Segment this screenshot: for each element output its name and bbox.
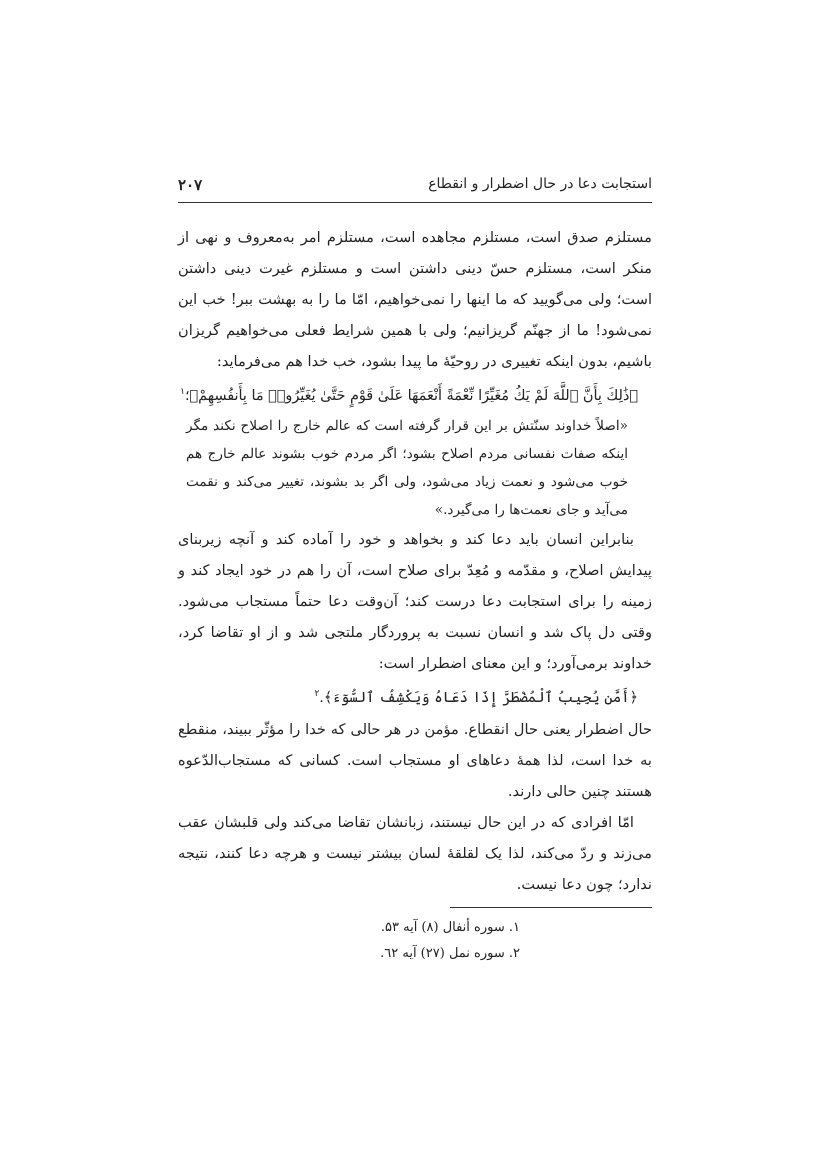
running-header (178, 176, 652, 198)
paragraph-4: امّا افرادی که در این حال نیستند، زبانشان تقاضا می‌کند ولی قلبشان عقب می‌زند و ردّ می‌کند، لذا یک لقلقهٔ لسان بیشتر نیست و هرچه دعا کنند، نتیجه ندارد؛ چون دعا نیست. (178, 813, 652, 893)
quran-verse-1 (178, 377, 652, 412)
verse-text: ﴿أَمَّن يُجِيبُ ٱلْمُضْطَرَّ إِذَا دَعَاهُ وَيَكْشِفُ ٱلسُّوٓءَ﴾. (319, 689, 638, 706)
main-text (178, 222, 652, 900)
footnotes (178, 915, 652, 967)
paragraph-1: مستلزم صدق است، مستلزم مجاهده است، مستلزم امر به‌معروف و نهی از منکر است، مستلزم حسّ دینی داشتن است و مستلزم غیرت دینی داشتن است؛ ولی می‌گویید که ما اینها را نمی‌خواهیم، امّا ما را به بهشت ببر! خب این نمی‌شود! ما از جهنّم گریزانیم؛ ولی با همین شرایط فعلی می‌خواهیم گریزان باشیم، بدون اینکه تغییری در روحیّهٔ ما پیدا بشود، خب خدا هم می‌فرماید: (178, 229, 652, 370)
verse-translation: «اصلاً خداوند سنّتش بر این قرار گرفته است که عالم خارج را اصلاح نکند مگر اینکه صفات نفسانی مردم اصلاح بشود؛ اگر مردم خوب بشوند عالم خارج هم خوب می‌شود و نعمت زیاد می‌شود، ولی اگر بد بشوند، تغییر می‌کند و نقمت می‌آید و جای نعمت‌ها را می‌گیرد.» (186, 417, 628, 518)
verse-text: ﴿ذَٰلِكَ بِأَنَّ ٱللَّهَ لَمْ يَكُ مُغَيِّرًا نِّعْمَةً أَنْعَمَهَا عَلَىٰ قَوْمٍ حَتَّىٰ يُغَيِّرُوا۟ مَا بِأَنفُسِهِمْ﴾؛ (184, 387, 638, 404)
header-rule (178, 202, 652, 203)
footnote-ref-1: ۱ (180, 387, 185, 397)
footnote-rule (450, 907, 652, 908)
paragraph-2: بنابراین انسان باید دعا کند و بخواهد و خود را آماده کند و آنچه زیربنای پیدایش اصلاح، و مقدّمه و مُعِدّ برای صلاح است، آن را هم در خود ایجاد کند و زمینه را برای استجابت دعا درست کند؛ آن‌وقت دعا حتماً مستجاب می‌شود. وقتی دل پاک شد و انسان نسبت به پروردگار ملتجی شد و از او تقاضا کرد، خداوند برمی‌آورد؛ و این معنای اضطرار است: (178, 530, 652, 672)
page-number: ۲۰۷ (178, 176, 203, 194)
chapter-title: استجابت دعا در حال اضطرار و انقطاع (428, 176, 652, 192)
paragraph-3: حال اضطرار یعنی حال انقطاع. مؤمن در هر حالی که خدا را مؤثّر ببیند، منقطع به خدا است، لذا همهٔ دعاهای او مستجاب است. کسانی که مستجاب‌الدّعوه هستند چنین حالی دارند. (178, 720, 652, 800)
footnote-ref-2: ۲ (314, 688, 320, 699)
footnote-2: ۲. سوره نمل (۲۷) آیه ٦۲. (380, 946, 520, 961)
quran-verse-2 (178, 679, 652, 714)
footnote-1: ۱. سوره أنفال (۸) آیه ۵۳. (380, 920, 520, 935)
